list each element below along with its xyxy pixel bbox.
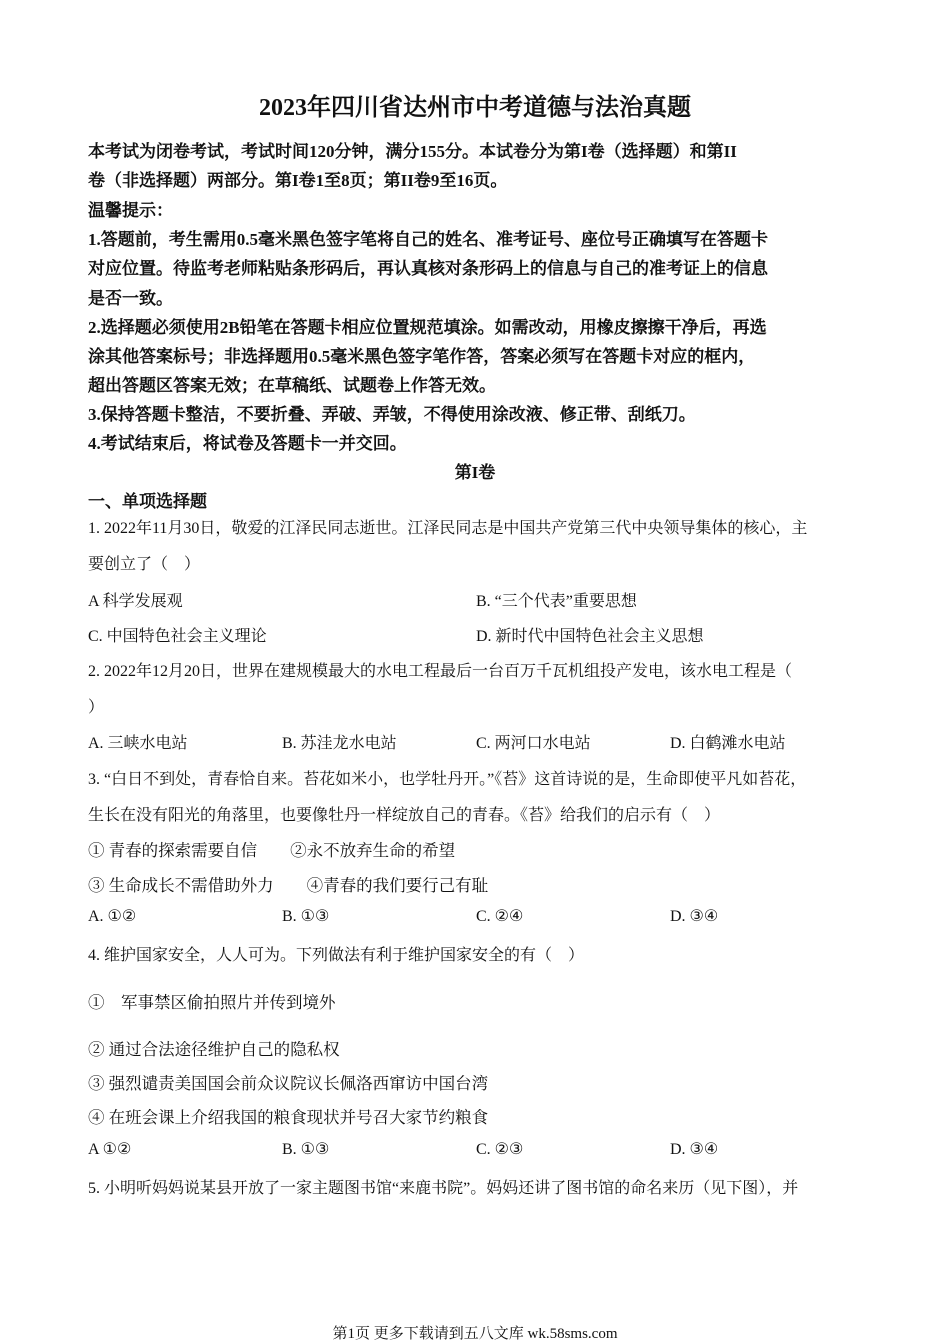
tip-line: 2.选择题必须使用2B铅笔在答题卡相应位置规范填涂。如需改动，用橡皮擦擦干净后，再选 bbox=[88, 318, 767, 337]
tip-line: 3.保持答题卡整洁，不要折叠、弄破、弄皱，不得使用涂改液、修正带、刮纸刀。 bbox=[88, 405, 696, 424]
volume-heading: 第I卷 bbox=[454, 463, 496, 482]
question-4-option-c: C. ②③ bbox=[476, 1141, 524, 1158]
question-3-option-c: C. ②④ bbox=[476, 908, 524, 925]
question-4-option-d: D. ③④ bbox=[670, 1141, 719, 1158]
intro-line: 卷（非选择题）两部分。第I卷1至8页；第II卷9至16页。 bbox=[88, 171, 508, 190]
question-1-option-b: B. “三个代表”重要思想 bbox=[476, 593, 637, 610]
page-footer: 第1页 更多下载请到五八文库 wk.58sms.com bbox=[332, 1326, 618, 1342]
question-2-option-d: D. 白鹤滩水电站 bbox=[670, 735, 786, 752]
question-1-option-c: C. 中国特色社会主义理论 bbox=[88, 628, 267, 645]
question-2-text: 2. 2022年12月20日，世界在建规模最大的水电工程最后一台百万千瓦机组投产发电，该水电工程是（ bbox=[88, 663, 793, 680]
question-3-option-b: B. ①③ bbox=[282, 908, 330, 925]
question-4-statement: ① 军事禁区偷拍照片并传到境外 bbox=[88, 993, 336, 1012]
question-4-text: 4. 维护国家安全，人人可为。下列做法有利于维护国家安全的有（ ） bbox=[88, 947, 585, 964]
question-1-option-d: D. 新时代中国特色社会主义思想 bbox=[476, 628, 704, 645]
question-4-option-a: A ①② bbox=[88, 1141, 132, 1158]
question-4-statement: ③ 强烈谴责美国国会前众议院议长佩洛西窜访中国台湾 bbox=[88, 1074, 489, 1093]
question-1-option-a: A 科学发展观 bbox=[88, 593, 183, 610]
section-heading: 一、单项选择题 bbox=[88, 492, 207, 511]
question-3-statements: ③ 生命成长不需借助外力 ④青春的我们要行己有耻 bbox=[88, 876, 489, 895]
question-3-option-d: D. ③④ bbox=[670, 908, 719, 925]
question-2-option-c: C. 两河口水电站 bbox=[476, 735, 591, 752]
question-2-text: ） bbox=[88, 699, 105, 716]
tip-line: 超出答题区答案无效；在草稿纸、试题卷上作答无效。 bbox=[88, 376, 496, 395]
tip-line: 涂其他答案标号；非选择题用0.5毫米黑色签字笔作答，答案必须写在答题卡对应的框内， bbox=[88, 347, 756, 366]
question-4-statement: ② 通过合法途径维护自己的隐私权 bbox=[88, 1040, 340, 1059]
tips-heading: 温馨提示： bbox=[88, 201, 173, 220]
question-4-statement: ④ 在班会课上介绍我国的粮食现状并号召大家节约粮食 bbox=[88, 1108, 489, 1127]
tip-line: 4.考试结束后，将试卷及答题卡一并交回。 bbox=[88, 434, 407, 453]
question-3-text: 3. “白日不到处，青春恰自来。苔花如米小，也学牡丹开。”《苔》这首诗说的是，生命即使平凡如苔花， bbox=[88, 771, 807, 788]
tip-line: 对应位置。待监考老师粘贴条形码后，再认真核对条形码上的信息与自己的准考证上的信息 bbox=[88, 259, 768, 278]
question-2-option-a: A. 三峡水电站 bbox=[88, 735, 188, 752]
intro-line: 本考试为闭卷考试，考试时间120分钟，满分155分。本试卷分为第I卷（选择题）和第II bbox=[88, 142, 737, 161]
question-1-text: 1. 2022年11月30日，敬爱的江泽民同志逝世。江泽民同志是中国共产党第三代中央领导集体的核心，主 bbox=[88, 520, 808, 537]
question-4-option-b: B. ①③ bbox=[282, 1141, 330, 1158]
question-3-statements: ① 青春的探索需要自信 ②永不放弃生命的希望 bbox=[88, 841, 456, 860]
tip-line: 是否一致。 bbox=[88, 289, 173, 308]
question-5-text: 5. 小明听妈妈说某县开放了一家主题图书馆“来鹿书院”。妈妈还讲了图书馆的命名来历（见下图），并 bbox=[88, 1180, 799, 1197]
page-title: 2023年四川省达州市中考道德与法治真题 bbox=[259, 95, 691, 121]
tip-line: 1.答题前，考生需用0.5毫米黑色签字笔将自己的姓名、准考证号、座位号正确填写在答题卡 bbox=[88, 230, 768, 249]
question-3-option-a: A. ①② bbox=[88, 908, 137, 925]
question-3-text: 生长在没有阳光的角落里，也要像牡丹一样绽放自己的青春。《苔》给我们的启示有（ ） bbox=[88, 807, 721, 824]
question-2-option-b: B. 苏洼龙水电站 bbox=[282, 735, 397, 752]
question-1-text: 要创立了（ ） bbox=[88, 556, 201, 573]
